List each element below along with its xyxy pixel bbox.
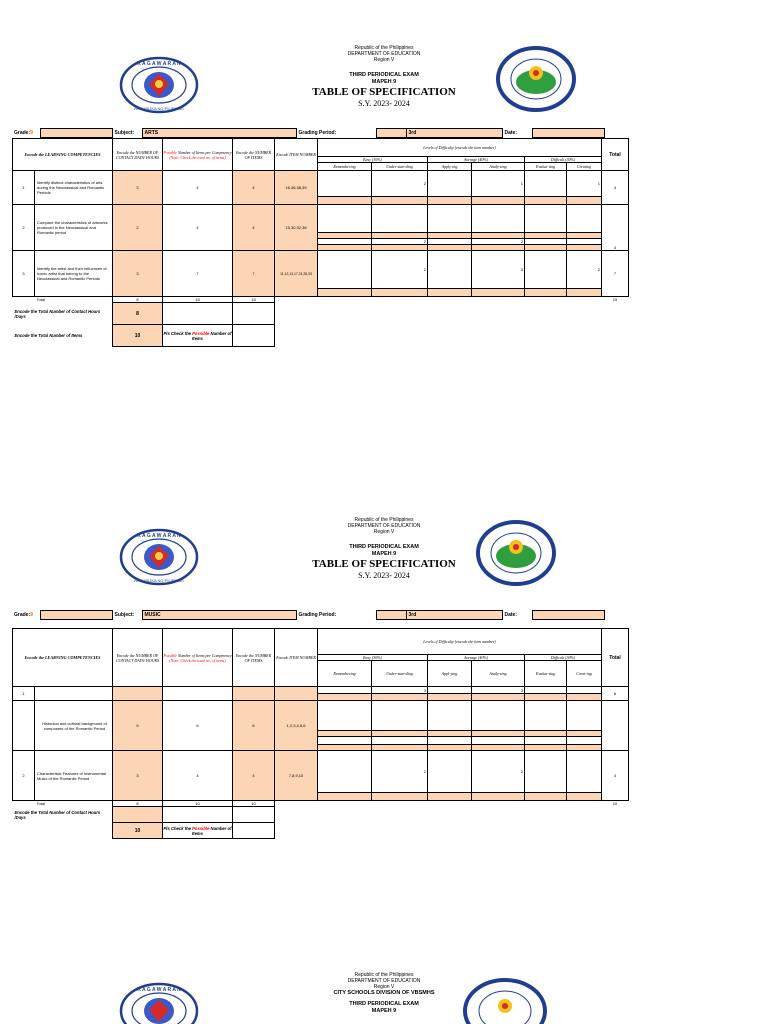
table-row xyxy=(13,751,629,793)
svg-text:K A G A W A R A N: K A G A W A R A N xyxy=(137,987,181,993)
svg-text:MEMORIAL: MEMORIAL xyxy=(491,985,519,991)
division-text: CITY SCHOOLS DIVISION OF VBSMHS xyxy=(333,990,435,996)
remembering-cell xyxy=(318,205,372,233)
tos-title: TABLE OF SPECIFICATION xyxy=(312,86,456,98)
item-cell xyxy=(525,197,567,205)
grading-period-spacer xyxy=(376,611,406,620)
date-value xyxy=(532,129,604,138)
possible-value: 7 xyxy=(163,251,233,297)
possible-note: (Note: Check the total no. of items) xyxy=(169,154,226,160)
analyzing-value: 2 xyxy=(472,751,525,793)
possible-value: 6 xyxy=(163,701,233,751)
total-header: Total xyxy=(602,629,629,687)
grade-row-2 xyxy=(12,610,605,620)
num-items-header: Encode the NUMBER OF ITEMS xyxy=(233,139,275,171)
row-total: 7 xyxy=(602,251,629,297)
mapeh-text: MAPEH 9 xyxy=(371,551,397,557)
school-seal-logo xyxy=(462,976,548,1024)
item-cell xyxy=(372,793,428,801)
total-possible: 10 xyxy=(163,801,233,807)
date-label: Date: xyxy=(504,612,518,618)
exam-text: THIRD PERIODICAL EXAM xyxy=(349,544,419,550)
analyzing-value: 2 xyxy=(472,239,525,245)
row-total: 6 xyxy=(602,687,629,701)
pls-check-note xyxy=(163,823,233,839)
remembering-cell xyxy=(318,171,372,197)
item-cell xyxy=(428,197,472,205)
evaluating-cell xyxy=(525,251,567,289)
region-text: Region V xyxy=(373,57,395,63)
item-cell xyxy=(567,694,602,701)
item-cell xyxy=(525,694,567,701)
total-items: 10 xyxy=(233,801,275,807)
contact-hours-blank xyxy=(163,303,233,325)
creating-cell xyxy=(567,737,602,745)
items-value xyxy=(233,687,275,701)
evaluating-cell xyxy=(525,687,567,694)
item-number-header: Encode ITEM NUMBER xyxy=(275,139,318,171)
table-row xyxy=(13,251,629,289)
understanding-header: Under-stan-ding xyxy=(372,661,428,687)
row-total: 4 xyxy=(602,751,629,801)
total-items-value: 10 xyxy=(113,823,163,839)
row-number: 1 xyxy=(13,171,35,205)
total-items-blank xyxy=(233,823,275,839)
grading-period-value: 3rd xyxy=(406,611,502,620)
total-possible: 15 xyxy=(163,297,233,303)
possible-header xyxy=(163,139,233,171)
contact-hours-blank xyxy=(233,303,275,325)
svg-text:MEMORIAL: MEMORIAL xyxy=(502,527,530,533)
items-value: 4 xyxy=(233,171,275,205)
contact-hours-label: Encode the Total Number of Contact Hours /Days xyxy=(14,308,101,319)
understanding-cell xyxy=(372,205,428,233)
blank-area xyxy=(275,823,629,839)
grade-label: Grade: xyxy=(14,612,31,618)
row-total xyxy=(602,701,629,751)
easy-header: Easy (30%) xyxy=(318,655,428,661)
analyzing-value xyxy=(472,701,525,731)
item-cell xyxy=(567,793,602,801)
contact-days-value: 3 xyxy=(113,751,163,801)
remembering-header: Remembering xyxy=(318,163,372,171)
evaluating-cell xyxy=(525,205,567,233)
item-cell xyxy=(318,197,372,205)
possible-word: Possible xyxy=(163,149,177,155)
item-cell xyxy=(525,793,567,801)
item-cell xyxy=(567,197,602,205)
blank-area xyxy=(275,325,629,347)
item-cell xyxy=(428,289,472,297)
remembering-cell xyxy=(318,751,372,793)
contact-hours-blank xyxy=(233,807,275,823)
creating-header: Creat-ing xyxy=(567,661,602,687)
item-numbers-value: 15,30,32,38 xyxy=(275,205,318,251)
item-cell xyxy=(318,793,372,801)
row-number: 1 xyxy=(13,687,35,701)
applying-cell xyxy=(428,171,472,197)
evaluating-cell xyxy=(525,737,567,745)
total-items-label: Encode the Total Number of Items xyxy=(14,333,83,338)
creating-value: 1 xyxy=(567,171,602,197)
num-items-header: Encode the NUMBER OF ITEMS xyxy=(233,629,275,687)
grading-period-label: Grading Period: xyxy=(298,612,337,618)
table-row xyxy=(13,205,629,233)
understanding-value: 2 xyxy=(372,239,428,245)
items-value: 4 xyxy=(233,751,275,801)
item-numbers-value xyxy=(275,687,318,701)
row-number: 2 xyxy=(13,205,35,251)
school-year: S.Y. 2023- 2024 xyxy=(358,99,410,108)
item-numbers-value: 16,36,38,39 xyxy=(275,171,318,205)
competency-text: Compare the characteristics of artworks produced in the Neoclassical and Romantic period xyxy=(35,205,113,251)
header-section-3 xyxy=(0,971,768,1015)
contact-hours-value xyxy=(113,807,163,823)
grade-value: 9 xyxy=(30,130,33,136)
item-numbers-value: 1,2,3,4,5,6 xyxy=(275,701,318,751)
subject-value: MUSIC xyxy=(142,611,296,620)
school-seal-logo xyxy=(476,520,556,586)
pls-check-note xyxy=(163,325,233,347)
competency-text: Identify distinct characteristics of arts during the Neoclassical and Romantic Periods xyxy=(35,171,113,205)
pls-check-text: Pls Check the xyxy=(163,825,193,831)
contact-days-value: 3 xyxy=(113,251,163,297)
levels-header: Levels of Difficulty (encode the item number) xyxy=(318,139,602,157)
possible-value: 4 xyxy=(163,205,233,251)
subject-value: ARTS xyxy=(142,129,296,138)
item-number-header: Encode ITEM NUMBER xyxy=(275,629,318,687)
understanding-value: 2 xyxy=(372,171,428,197)
grade-cell xyxy=(40,611,112,620)
total-items-blank xyxy=(233,325,275,347)
applying-cell xyxy=(428,205,472,233)
evaluating-header: Evalua-ting xyxy=(525,661,567,687)
contact-hours-label: Encode the Total Number of Contact Hours /Days xyxy=(14,809,101,820)
items-value: 4 xyxy=(233,205,275,251)
possible-word: Possible xyxy=(163,652,177,658)
pls-rest-text: Number of Items xyxy=(192,330,232,341)
mapeh-text: MAPEH 9 xyxy=(371,79,397,85)
department-text: DEPARTMENT OF EDUCATION xyxy=(347,978,421,984)
contact-days-header: Encode the NUMBER OF CONTACT DAYS/ HOURS xyxy=(113,629,163,687)
easy-header: Easy (30%) xyxy=(318,157,428,163)
republic-text: Republic of the Philippines xyxy=(354,45,414,51)
table-row xyxy=(13,687,629,694)
applying-cell xyxy=(428,737,472,745)
understanding-cell xyxy=(372,737,428,745)
deped-seal-logo xyxy=(119,56,199,114)
blank-area xyxy=(275,303,629,325)
analyzing-cell xyxy=(472,737,525,745)
difficult-header: Difficult (30%) xyxy=(525,655,602,661)
possible-note: (Note: Check the total no. of items) xyxy=(169,657,226,663)
row-number: 2 xyxy=(13,751,35,801)
mapeh-text: MAPEH 9 xyxy=(371,1008,397,1014)
pls-possible-text: Possible xyxy=(192,330,210,336)
pls-check-text: Pls Check the xyxy=(163,330,193,336)
creating-value xyxy=(567,751,602,793)
remembering-cell xyxy=(318,251,372,289)
blank-label xyxy=(13,823,113,839)
remembering-cell xyxy=(318,737,372,745)
item-cell xyxy=(318,289,372,297)
understanding-value xyxy=(372,701,428,731)
item-cell xyxy=(472,289,525,297)
exam-text: THIRD PERIODICAL EXAM xyxy=(349,1001,419,1007)
total-items: 15 xyxy=(233,297,275,303)
date-label: Date: xyxy=(504,130,518,136)
table-row xyxy=(13,171,629,197)
applying-cell xyxy=(428,251,472,289)
competency-text: Characteristic Features of Instrumental Music of the Romantic Period xyxy=(35,751,113,801)
svg-text:REPUBLIKA NG PILIPINAS: REPUBLIKA NG PILIPINAS xyxy=(134,578,184,583)
total-header: Total xyxy=(602,139,629,171)
row-number xyxy=(13,701,35,751)
exam-text: THIRD PERIODICAL EXAM xyxy=(349,72,419,78)
tos-title: TABLE OF SPECIFICATION xyxy=(312,558,456,570)
creating-cell xyxy=(567,205,602,233)
items-value: 6 xyxy=(233,701,275,751)
region-text: Region V xyxy=(373,529,395,535)
pls-possible-text: Possible xyxy=(192,825,210,831)
item-cell xyxy=(525,289,567,297)
table-row xyxy=(13,701,629,731)
grade-value: 9 xyxy=(30,612,33,618)
department-text: DEPARTMENT OF EDUCATION xyxy=(347,51,421,57)
possible-rest: Number of Items per Competency xyxy=(176,652,232,658)
contact-days-value: 5 xyxy=(113,701,163,751)
understanding-value: 2 xyxy=(372,751,428,793)
average-header: Average (40%) xyxy=(428,157,525,163)
grand-total: 10 xyxy=(612,801,618,807)
analyzing-value: 1 xyxy=(472,171,525,197)
contact-days-value: 2 xyxy=(113,205,163,251)
row-number: 3 xyxy=(13,251,35,297)
creating-value xyxy=(567,687,602,694)
grade-row-1 xyxy=(12,128,605,138)
tos-table-arts xyxy=(12,138,629,347)
competency-text xyxy=(35,687,113,701)
subject-label: Subject: xyxy=(114,612,135,618)
applying-header: Appl-ying xyxy=(428,661,472,687)
subject-label: Subject: xyxy=(114,130,135,136)
items-value: 7 xyxy=(233,251,275,297)
republic-text: Republic of the Philippines xyxy=(354,517,414,523)
svg-text:K A G A W A R A N: K A G A W A R A N xyxy=(137,533,181,539)
header-section-2 xyxy=(0,516,768,580)
evaluating-cell xyxy=(525,751,567,793)
total-items-value: 10 xyxy=(113,325,163,347)
applying-cell xyxy=(428,751,472,793)
understanding-header: Under-stan-ding xyxy=(372,163,428,171)
applying-cell xyxy=(428,687,472,694)
creating-value xyxy=(567,701,602,731)
grading-period-label: Grading Period: xyxy=(298,130,337,136)
grade-cell xyxy=(40,129,112,138)
understanding-value: 3 xyxy=(372,687,428,694)
item-cell xyxy=(428,793,472,801)
grading-period-spacer xyxy=(376,129,406,138)
possible-value: 4 xyxy=(163,171,233,205)
possible-value: 4 xyxy=(163,751,233,801)
difficult-header: Difficult (30%) xyxy=(525,157,602,163)
republic-text: Republic of the Philippines xyxy=(354,972,414,978)
item-cell xyxy=(372,289,428,297)
contact-days-header: Encode the NUMBER OF CONTACT DAYS/ HOURS xyxy=(113,139,163,171)
creating-header: Creating xyxy=(567,163,602,171)
possible-rest: Number of Items per Competency xyxy=(176,149,232,155)
remembering-cell xyxy=(318,701,372,731)
item-cell xyxy=(372,694,428,701)
item-cell xyxy=(567,289,602,297)
total-days: 8 xyxy=(113,297,163,303)
grading-period-value: 3rd xyxy=(406,129,502,138)
deped-seal-logo xyxy=(119,528,199,586)
grade-label: Grade: xyxy=(14,130,31,136)
item-cell xyxy=(472,694,525,701)
item-cell xyxy=(472,197,525,205)
blank-area xyxy=(275,807,629,823)
svg-text:REPUBLIKA NG PILIPINAS: REPUBLIKA NG PILIPINAS xyxy=(134,106,184,111)
school-year: S.Y. 2023- 2024 xyxy=(358,571,410,580)
date-value xyxy=(532,611,604,620)
svg-text:K A G A W A R A N: K A G A W A R A N xyxy=(137,61,181,67)
item-cell xyxy=(472,793,525,801)
item-cell xyxy=(318,694,372,701)
row-total: 4 xyxy=(602,205,629,251)
possible-value xyxy=(163,687,233,701)
pls-rest-text: Number of Items xyxy=(192,825,232,836)
tos-table-music xyxy=(12,628,629,839)
region-text: Region V xyxy=(373,984,395,990)
grand-total: 15 xyxy=(612,297,618,303)
analyzing-header: Analy-zing xyxy=(472,163,525,171)
evaluating-header: Evalua-ting xyxy=(525,163,567,171)
item-numbers-value: 11,12,13,17,21,28,33 xyxy=(275,251,318,297)
contact-days-value xyxy=(113,687,163,701)
item-cell xyxy=(428,694,472,701)
competencies-header: Encode the LEARNING COMPETENCIES xyxy=(13,139,113,171)
department-text: DEPARTMENT OF EDUCATION xyxy=(347,523,421,529)
remembering-header: Remembering xyxy=(318,661,372,687)
header-section-1 xyxy=(0,44,768,108)
competencies-header: Encode the LEARNING COMPETENCIES xyxy=(13,629,113,687)
item-cell xyxy=(372,197,428,205)
row-total: 4 xyxy=(602,171,629,205)
possible-header xyxy=(163,629,233,687)
creating-value: 2 xyxy=(567,251,602,289)
school-seal-logo xyxy=(496,46,576,112)
analyzing-header: Analy-zing xyxy=(472,661,525,687)
item-numbers-value: 7,8,9,10 xyxy=(275,751,318,801)
applying-header: Apply-ing xyxy=(428,163,472,171)
levels-header: Levels of Difficulty (encode the item number) xyxy=(318,629,602,655)
total-label: Total xyxy=(36,801,45,807)
analyzing-value: 3 xyxy=(472,251,525,289)
total-days: 8 xyxy=(113,801,163,807)
understanding-value: 2 xyxy=(372,251,428,289)
contact-days-value: 3 xyxy=(113,171,163,205)
total-label: Total xyxy=(36,297,45,303)
applying-cell xyxy=(428,701,472,731)
evaluating-cell xyxy=(525,701,567,731)
contact-hours-blank xyxy=(163,807,233,823)
analyzing-value: 3 xyxy=(472,687,525,694)
evaluating-cell xyxy=(525,171,567,197)
competency-text: Historical and cultural background of composers of the Romantic Period xyxy=(35,701,113,751)
contact-hours-value: 8 xyxy=(113,303,163,325)
competency-text: Identify the artist and their influences of iconic artist that belong to the Neoclassical and Romantic Periods xyxy=(35,251,113,297)
svg-text:MEMORIAL: MEMORIAL xyxy=(522,53,550,59)
deped-seal-logo xyxy=(119,982,199,1024)
average-header: Average (40%) xyxy=(428,655,525,661)
analyzing-cell xyxy=(472,205,525,233)
remembering-cell xyxy=(318,687,372,694)
